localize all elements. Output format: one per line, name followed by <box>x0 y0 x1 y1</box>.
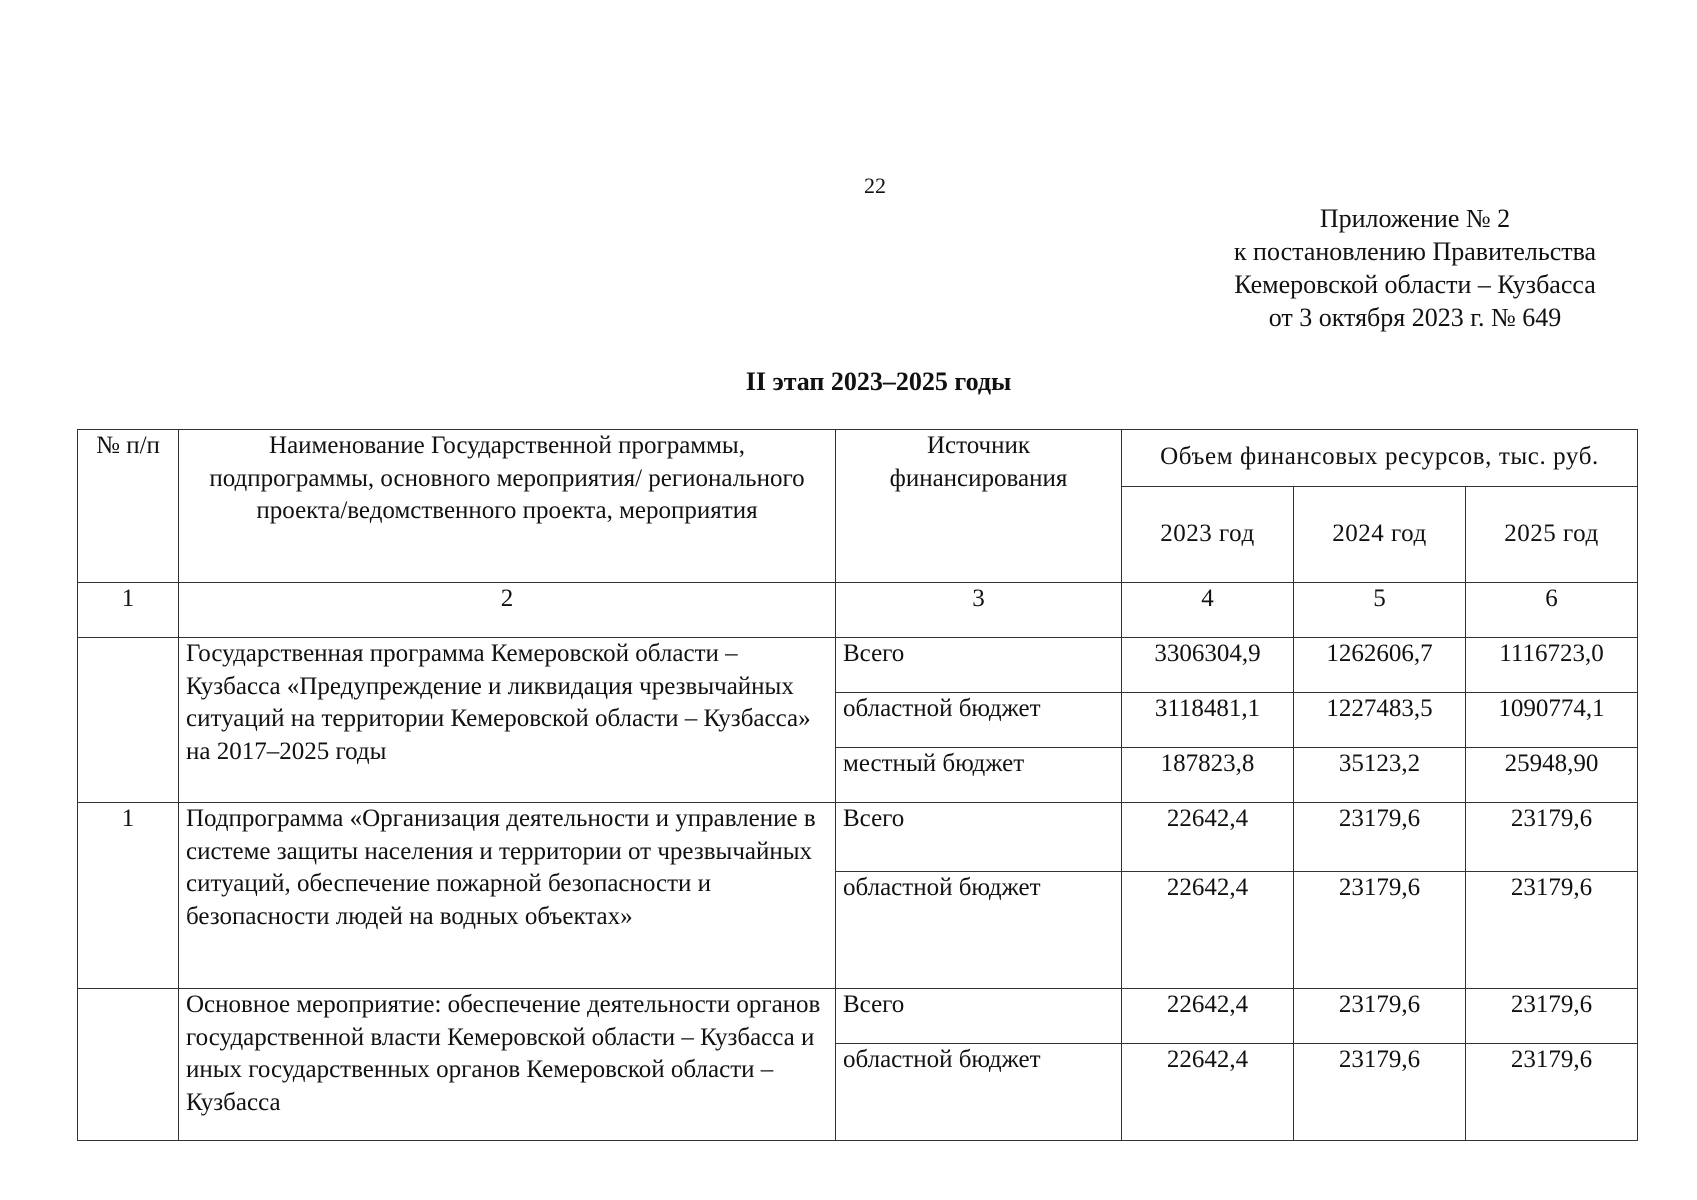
row-value-2025: 23179,6 <box>1466 803 1638 872</box>
row-source: областной бюджет <box>836 693 1122 748</box>
page-number: 22 <box>864 173 886 198</box>
row-value-2024: 23179,6 <box>1294 803 1466 872</box>
row-value-2023: 3118481,1 <box>1122 693 1294 748</box>
column-number: 6 <box>1466 583 1638 638</box>
column-number: 5 <box>1294 583 1466 638</box>
header-year-2024: 2024 год <box>1294 487 1466 583</box>
row-source: местный бюджет <box>836 748 1122 803</box>
column-number: 1 <box>78 583 179 638</box>
row-value-2023: 22642,4 <box>1122 872 1294 989</box>
row-source: Всего <box>836 989 1122 1044</box>
row-value-2025: 1116723,0 <box>1466 638 1638 693</box>
row-source: областной бюджет <box>836 872 1122 989</box>
column-number: 4 <box>1122 583 1294 638</box>
header-year-2023: 2023 год <box>1122 487 1294 583</box>
column-number: 2 <box>179 583 836 638</box>
row-source: Всего <box>836 803 1122 872</box>
appendix-line: от 3 октября 2023 г. № 649 <box>1268 303 1562 332</box>
stage-title: II этап 2023–2025 годы <box>745 367 1012 396</box>
row-value-2025: 25948,90 <box>1466 748 1638 803</box>
row-value-2023: 22642,4 <box>1122 989 1294 1044</box>
row-value-2023: 22642,4 <box>1122 1044 1294 1141</box>
row-num <box>78 638 179 803</box>
row-value-2025: 23179,6 <box>1466 872 1638 989</box>
row-value-2025: 1090774,1 <box>1466 693 1638 748</box>
appendix-line: к постановлению Правительства <box>1233 237 1597 266</box>
financing-table <box>77 429 1638 1141</box>
row-source: Всего <box>836 638 1122 693</box>
row-value-2023: 3306304,9 <box>1122 638 1294 693</box>
column-number: 3 <box>836 583 1122 638</box>
table-row <box>78 638 1638 693</box>
row-value-2024: 35123,2 <box>1294 748 1466 803</box>
row-value-2025: 23179,6 <box>1466 1044 1638 1141</box>
row-value-2024: 1227483,5 <box>1294 693 1466 748</box>
row-value-2023: 187823,8 <box>1122 748 1294 803</box>
row-value-2024: 1262606,7 <box>1294 638 1466 693</box>
appendix-block <box>1190 202 1640 334</box>
appendix-line: Кемеровской области – Кузбасса <box>1234 270 1596 299</box>
row-value-2024: 23179,6 <box>1294 872 1466 989</box>
header-year-2025: 2025 год <box>1466 487 1638 583</box>
row-num: 1 <box>78 803 179 989</box>
row-name: Подпрограмма «Организация деятельности и управление в системе защиты населения и территории от чрезвычайных ситуаций, обеспечение пожарной безопасности и безопасности людей на водных объектах» <box>179 803 836 989</box>
row-value-2024: 23179,6 <box>1294 1044 1466 1141</box>
table-header-row <box>78 430 1638 487</box>
row-value-2025: 23179,6 <box>1466 989 1638 1044</box>
row-value-2023: 22642,4 <box>1122 803 1294 872</box>
appendix-line: Приложение № 2 <box>1319 204 1511 233</box>
table-row <box>78 989 1638 1044</box>
header-name: Наименование Государственной программы, подпрограммы, основного мероприятия/ регионального проекта/ведомственного проекта, мероприятия <box>179 430 836 583</box>
column-number-row <box>78 583 1638 638</box>
row-num <box>78 989 179 1141</box>
table-row <box>78 803 1638 872</box>
header-source: Источник финансирования <box>836 430 1122 583</box>
row-source: областной бюджет <box>836 1044 1122 1141</box>
row-name: Основное мероприятие: обеспечение деятельности органов государственной власти Кемеровской области – Кузбасса и иных государственных органов Кемеровской области – Кузбасса <box>179 989 836 1141</box>
row-value-2024: 23179,6 <box>1294 989 1466 1044</box>
header-num: № п/п <box>78 430 179 583</box>
header-volume: Объем финансовых ресурсов, тыс. руб. <box>1122 430 1638 487</box>
row-name: Государственная программа Кемеровской области – Кузбасса «Предупреждение и ликвидация чрезвычайных ситуаций на территории Кемеровской области – Кузбасса» на 2017–2025 годы <box>179 638 836 803</box>
